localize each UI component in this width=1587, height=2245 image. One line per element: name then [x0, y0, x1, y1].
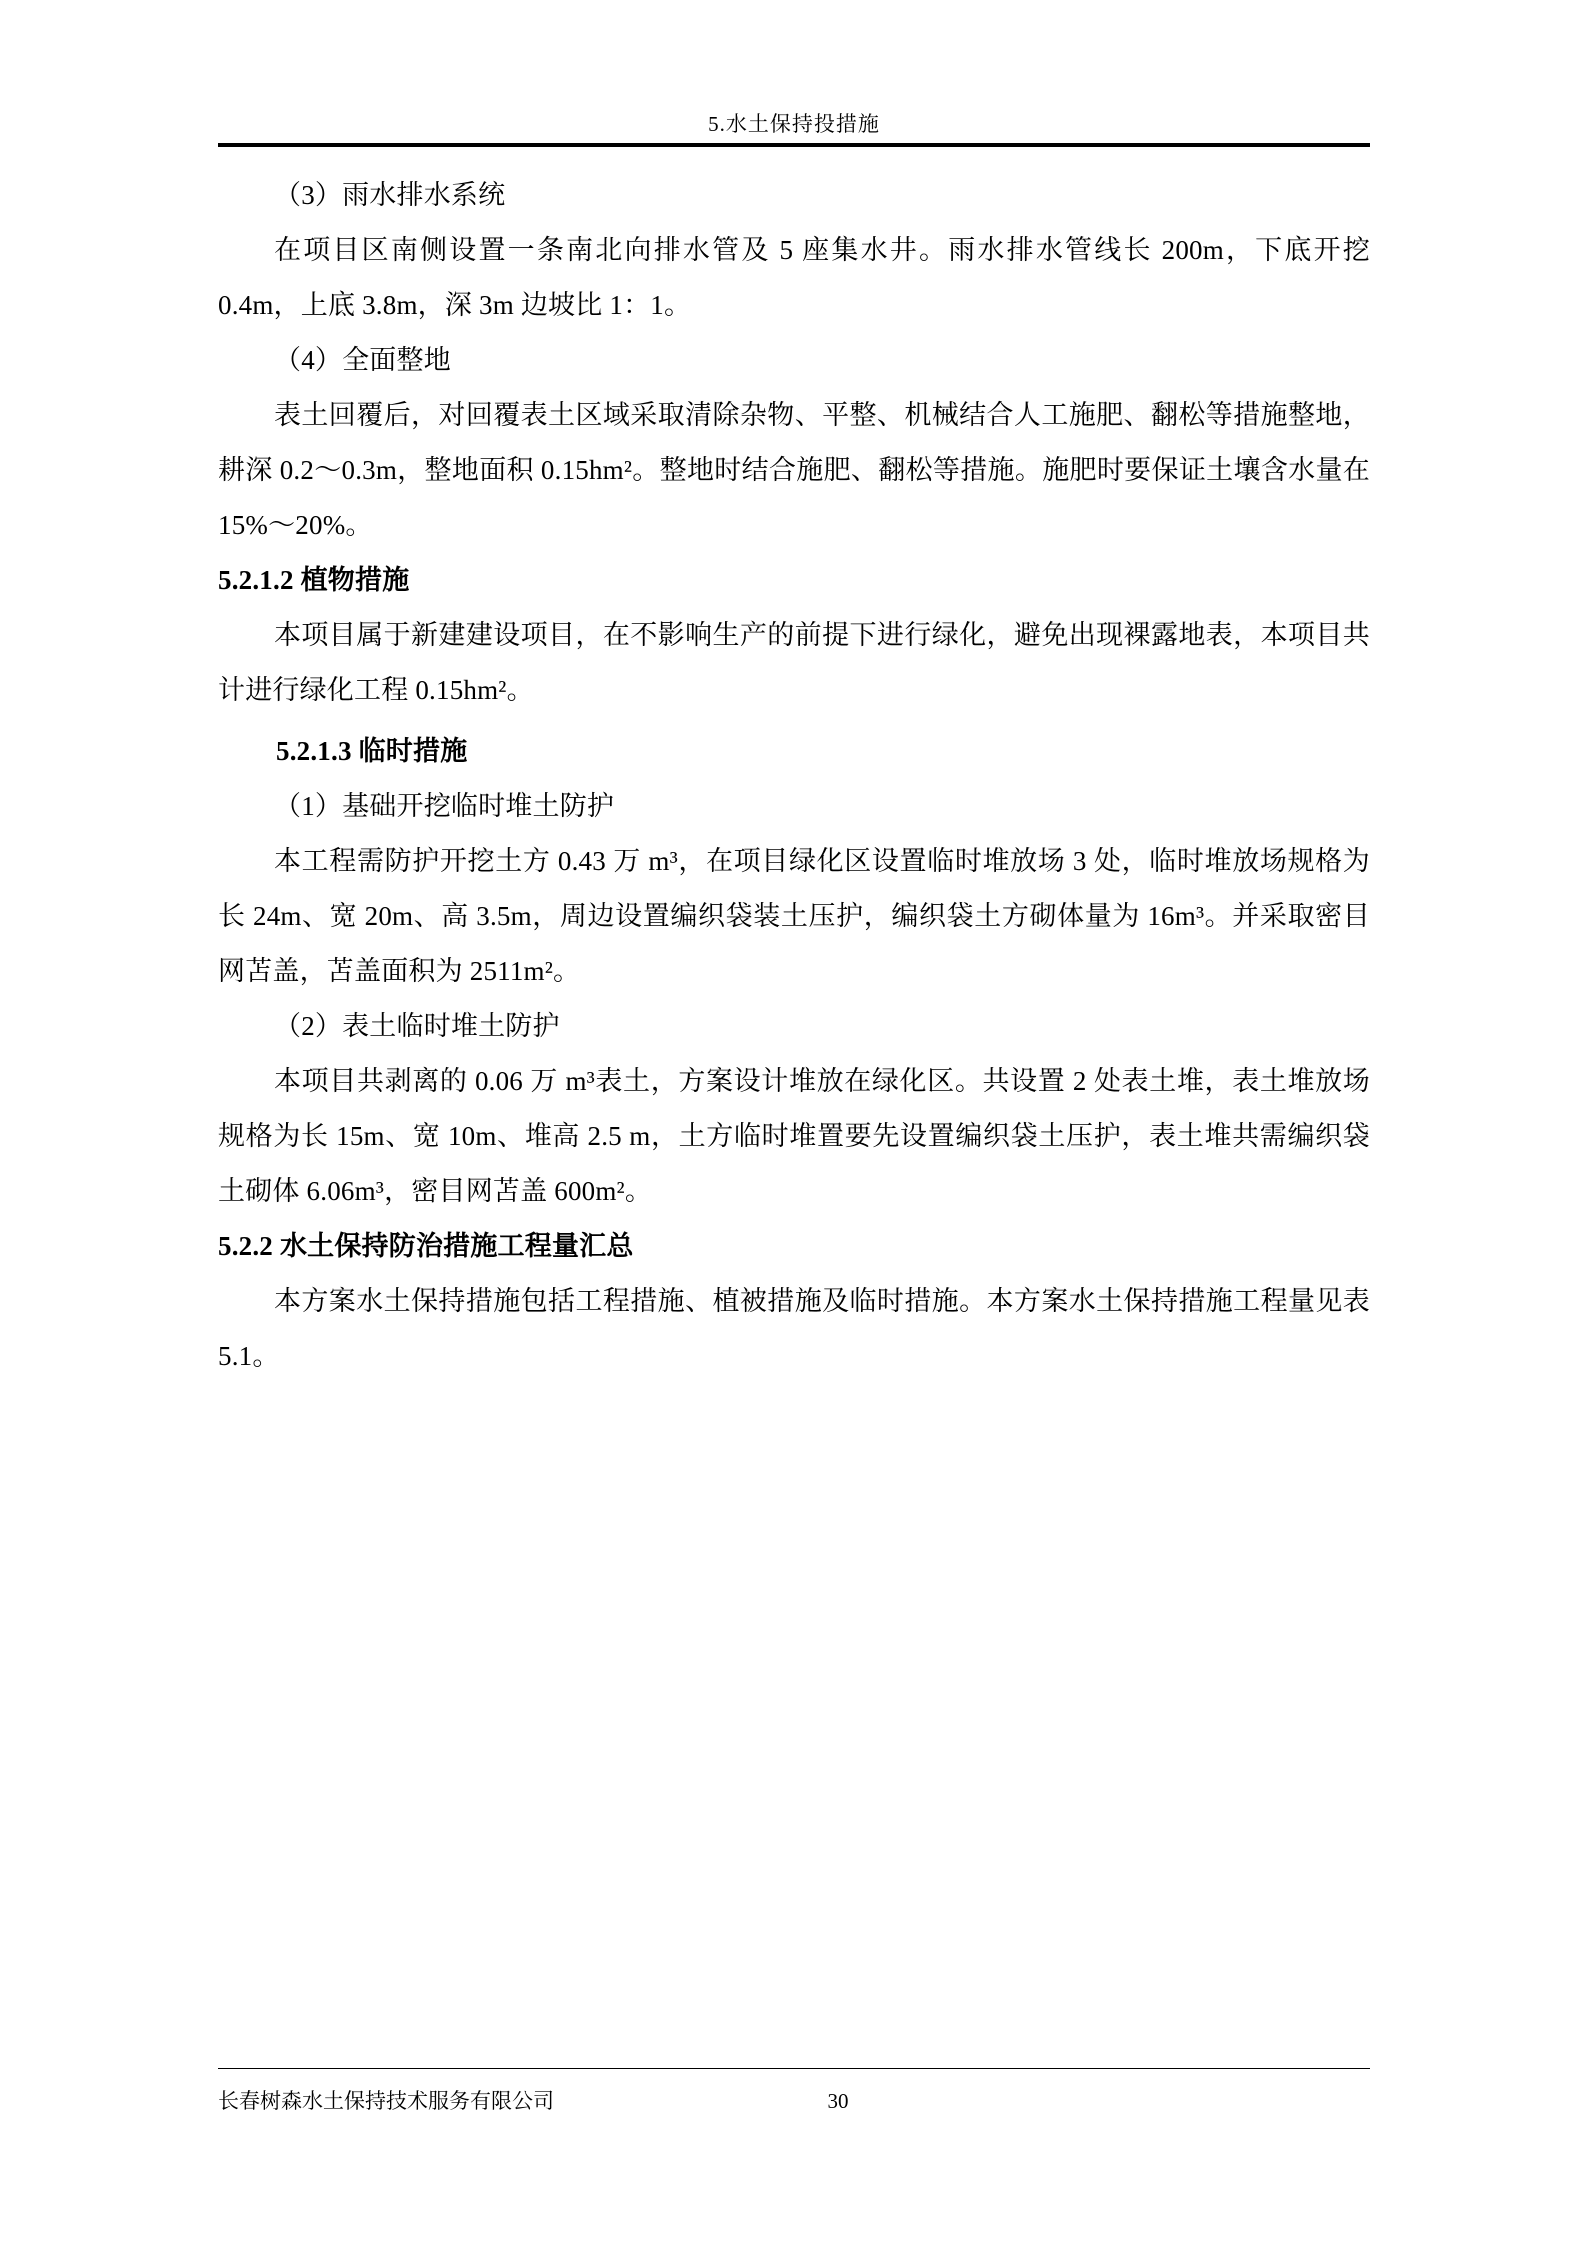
- paragraph-leveling-detail: 表土回覆后，对回覆表土区域采取清除杂物、平整、机械结合人工施肥、翻松等措施整地，耕深 0.2～0.3m，整地面积 0.15hm²。整地时结合施肥、翻松等措施。施肥时要保证土壤含水量在 15%～20%。: [218, 400, 1370, 540]
- page-header: 5.水土保持投措施: [708, 112, 880, 136]
- page-footer: [218, 2085, 1370, 2115]
- document-body: [218, 168, 1370, 1384]
- paragraph-leveling-heading: （4）全面整地: [274, 345, 451, 375]
- paragraph-rainwater-heading: （3）雨水排水系统: [274, 180, 506, 210]
- paragraph-plant-measures: 本项目属于新建建设项目，在不影响生产的前提下进行绿化，避免出现裸露地表，本项目共计进行绿化工程 0.15hm²。: [218, 620, 1370, 705]
- paragraph-summary: 本方案水土保持措施包括工程措施、植被措施及临时措施。本方案水土保持措施工程量见表 5.1。: [218, 1286, 1370, 1371]
- paragraph-foundation-detail: 本工程需防护开挖土方 0.43 万 m³，在项目绿化区设置临时堆放场 3 处，临时堆放场规格为长 24m、宽 20m、高 3.5m，周边设置编织袋装土压护，编织袋土方砌体量为 16m³。并采取密目网苫盖，苫盖面积为 2511m²。: [218, 846, 1370, 986]
- header-divider: [218, 143, 1370, 147]
- paragraph-topsoil-detail: 本项目共剥离的 0.06 万 m³表土，方案设计堆放在绿化区。共设置 2 处表土堆，表土堆放场规格为长 15m、宽 10m、堆高 2.5 m，土方临时堆置要先设置编织袋土压护，表土堆共需编织袋土砌体 6.06m³，密目网苫盖 600m²。: [218, 1066, 1370, 1206]
- footer-divider: [218, 2068, 1370, 2069]
- paragraph-foundation-heading: （1）基础开挖临时堆土防护: [274, 791, 615, 821]
- paragraph-rainwater-detail: 在项目区南侧设置一条南北向排水管及 5 座集水井。雨水排水管线长 200m，下底开挖 0.4m，上底 3.8m，深 3m 边坡比 1：1。: [218, 235, 1370, 320]
- section-heading-5-2-1-3: 5.2.1.3 临时措施: [276, 736, 468, 766]
- page-content: [218, 0, 1370, 2245]
- footer-page-number: 30: [827, 2089, 849, 2113]
- section-heading-5-2-1-2: 5.2.1.2 植物措施: [218, 565, 410, 595]
- section-heading-5-2-2: 5.2.2 水土保持防治措施工程量汇总: [218, 1231, 634, 1261]
- footer-company: 长春树森水土保持技术服务有限公司: [218, 2089, 554, 2113]
- paragraph-topsoil-heading: （2）表土临时堆土防护: [274, 1011, 560, 1041]
